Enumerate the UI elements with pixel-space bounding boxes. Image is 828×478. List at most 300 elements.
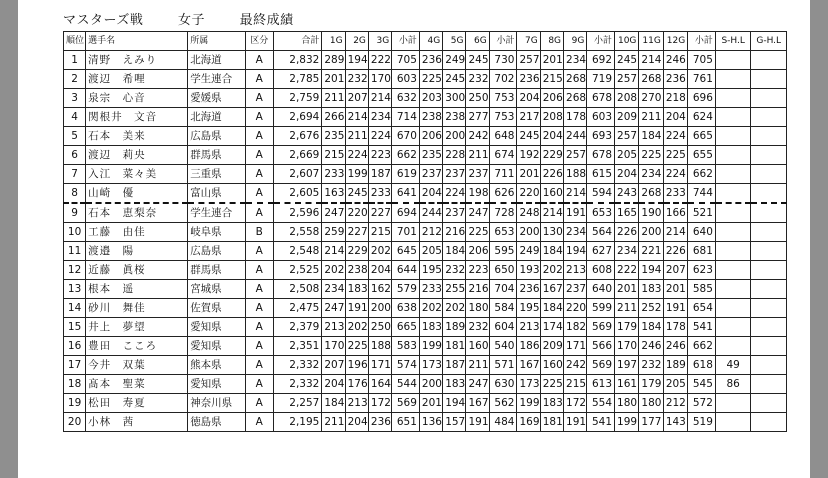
score-cell: 719 [587, 70, 615, 89]
total-cell: 2,508 [273, 280, 322, 299]
score-cell: 246 [663, 337, 687, 356]
score-cell: 237 [419, 165, 442, 184]
score-cell [715, 299, 750, 318]
score-cell: 191 [564, 203, 587, 223]
player-name-cell: 入江 菜々美 [86, 165, 188, 184]
score-cell [715, 146, 750, 165]
affiliation-cell: 愛知県 [188, 318, 246, 337]
score-cell [715, 165, 750, 184]
score-cell: 216 [443, 223, 466, 242]
affiliation-cell: 学生連合 [188, 203, 246, 223]
score-cell: 562 [489, 394, 517, 413]
score-cell: 225 [466, 223, 489, 242]
rank-cell: 18 [64, 375, 86, 394]
rank-cell: 2 [64, 70, 86, 89]
score-cell: 160 [540, 184, 563, 204]
score-cell: 204 [517, 89, 540, 108]
result-label: 最終成績 [239, 13, 294, 28]
score-cell: 201 [517, 165, 540, 184]
score-cell: 177 [639, 413, 663, 432]
score-cell: 201 [322, 70, 345, 89]
table-row [64, 223, 787, 242]
player-name-cell: 今井 双葉 [86, 356, 188, 375]
score-cell: 200 [419, 375, 442, 394]
score-cell: 257 [517, 51, 540, 70]
score-cell: 640 [587, 280, 615, 299]
score-cell: 224 [368, 127, 391, 146]
score-cell: 167 [466, 394, 489, 413]
score-cell: 603 [392, 70, 420, 89]
score-cell: 247 [466, 203, 489, 223]
score-cell: 225 [663, 146, 687, 165]
score-cell: 259 [322, 223, 345, 242]
score-cell: 201 [540, 51, 563, 70]
score-cell [751, 280, 787, 299]
column-header: 5G [443, 32, 466, 51]
score-cell: 162 [368, 280, 391, 299]
player-name-cell: 石本 美来 [86, 127, 188, 146]
score-cell: 237 [564, 280, 587, 299]
division-cell: A [245, 261, 273, 280]
score-cell: 189 [663, 356, 687, 375]
score-cell [751, 165, 787, 184]
player-name-cell: 山崎 優 [86, 184, 188, 204]
player-name-cell: 工藤 由佳 [86, 223, 188, 242]
column-header: 8G [540, 32, 563, 51]
score-cell: 694 [392, 203, 420, 223]
table-row [64, 108, 787, 127]
score-cell: 594 [587, 184, 615, 204]
score-cell: 235 [322, 127, 345, 146]
score-cell: 569 [587, 356, 615, 375]
table-row [64, 70, 787, 89]
total-cell: 2,676 [273, 127, 322, 146]
score-cell: 604 [489, 318, 517, 337]
score-cell: 640 [688, 223, 716, 242]
score-cell: 246 [639, 337, 663, 356]
affiliation-cell: 北海道 [188, 108, 246, 127]
table-row [64, 280, 787, 299]
score-cell: 213 [517, 318, 540, 337]
score-cell: 184 [322, 394, 345, 413]
score-cell: 228 [443, 146, 466, 165]
score-cell: 257 [564, 146, 587, 165]
division-cell: A [245, 127, 273, 146]
score-cell: 211 [639, 108, 663, 127]
score-cell [751, 375, 787, 394]
score-cell [715, 261, 750, 280]
score-cell: 194 [443, 394, 466, 413]
score-cell: 701 [392, 223, 420, 242]
score-cell: 665 [688, 127, 716, 146]
score-cell: 678 [587, 146, 615, 165]
score-cell: 192 [517, 146, 540, 165]
score-cell: 247 [322, 203, 345, 223]
affiliation-cell: 群馬県 [188, 146, 246, 165]
score-cell: 244 [564, 127, 587, 146]
score-cell: 753 [489, 108, 517, 127]
score-cell: 574 [392, 356, 420, 375]
score-cell: 206 [540, 89, 563, 108]
score-cell: 174 [540, 318, 563, 337]
total-cell: 2,694 [273, 108, 322, 127]
score-cell: 211 [345, 127, 368, 146]
table-row [64, 299, 787, 318]
score-cell: 232 [466, 318, 489, 337]
division-cell: A [245, 242, 273, 261]
score-cell: 195 [419, 261, 442, 280]
score-cell: 247 [322, 299, 345, 318]
score-cell: 160 [540, 356, 563, 375]
score-cell: 681 [688, 242, 716, 261]
score-cell: 224 [663, 165, 687, 184]
column-header: 所属 [188, 32, 246, 51]
score-cell [751, 242, 787, 261]
total-cell: 2,332 [273, 375, 322, 394]
rank-cell: 19 [64, 394, 86, 413]
score-cell: 630 [489, 375, 517, 394]
score-cell: 213 [345, 394, 368, 413]
page-title [63, 9, 294, 29]
score-cell: 181 [443, 337, 466, 356]
score-cell [751, 70, 787, 89]
score-cell: 233 [663, 184, 687, 204]
score-cell: 194 [564, 242, 587, 261]
division-cell: A [245, 70, 273, 89]
rank-cell: 8 [64, 184, 86, 204]
score-cell: 662 [392, 146, 420, 165]
score-cell [715, 413, 750, 432]
division-cell: A [245, 51, 273, 70]
score-cell [715, 223, 750, 242]
score-cell: 541 [688, 318, 716, 337]
total-cell: 2,558 [273, 223, 322, 242]
table-row [64, 242, 787, 261]
score-cell: 566 [587, 337, 615, 356]
column-header: 選手名 [86, 32, 188, 51]
score-cell: 215 [368, 223, 391, 242]
score-cell: 211 [466, 146, 489, 165]
player-name-cell: 渡邉 陽 [86, 242, 188, 261]
score-cell: 234 [615, 242, 639, 261]
score-cell: 191 [663, 299, 687, 318]
score-cell [751, 394, 787, 413]
score-cell: 638 [392, 299, 420, 318]
score-cell: 211 [466, 356, 489, 375]
score-cell: 233 [368, 184, 391, 204]
score-cell: 245 [517, 127, 540, 146]
score-cell: 143 [663, 413, 687, 432]
score-cell: 202 [419, 299, 442, 318]
score-cell: 599 [587, 299, 615, 318]
results-table [63, 31, 787, 432]
score-cell: 245 [466, 51, 489, 70]
score-cell: 180 [639, 394, 663, 413]
score-cell: 238 [345, 261, 368, 280]
rank-cell: 15 [64, 318, 86, 337]
score-cell: 711 [489, 165, 517, 184]
score-cell: 215 [564, 375, 587, 394]
column-header: 順位 [64, 32, 86, 51]
total-cell: 2,257 [273, 394, 322, 413]
score-cell: 179 [639, 375, 663, 394]
score-cell: 212 [663, 394, 687, 413]
score-cell: 187 [368, 165, 391, 184]
score-cell: 194 [639, 261, 663, 280]
score-cell: 136 [419, 413, 442, 432]
division-cell: A [245, 394, 273, 413]
column-header: 7G [517, 32, 540, 51]
score-cell: 189 [443, 318, 466, 337]
score-cell [715, 51, 750, 70]
score-cell: 212 [419, 223, 442, 242]
score-cell: 236 [517, 70, 540, 89]
score-cell: 214 [663, 223, 687, 242]
player-name-cell: 関根井 文音 [86, 108, 188, 127]
score-cell: 761 [688, 70, 716, 89]
player-name-cell: 井上 夢望 [86, 318, 188, 337]
score-cell: 579 [392, 280, 420, 299]
score-cell: 214 [639, 51, 663, 70]
score-cell: 234 [564, 51, 587, 70]
score-cell: 191 [466, 413, 489, 432]
division-cell: B [245, 223, 273, 242]
affiliation-cell: 三重県 [188, 165, 246, 184]
score-cell: 615 [587, 165, 615, 184]
score-cell: 235 [419, 146, 442, 165]
score-cell: 204 [540, 127, 563, 146]
score-cell: 216 [466, 280, 489, 299]
score-cell: 190 [639, 203, 663, 223]
score-cell: 211 [615, 299, 639, 318]
score-cell: 744 [688, 184, 716, 204]
score-cell [751, 203, 787, 223]
division-cell: A [245, 299, 273, 318]
score-cell [715, 242, 750, 261]
affiliation-cell: 愛知県 [188, 375, 246, 394]
score-cell: 229 [540, 146, 563, 165]
score-cell: 226 [663, 242, 687, 261]
player-name-cell: 渡辺 莉央 [86, 146, 188, 165]
score-cell: 289 [322, 51, 345, 70]
score-cell: 236 [368, 413, 391, 432]
score-cell: 232 [639, 356, 663, 375]
score-cell: 234 [564, 223, 587, 242]
score-cell: 662 [688, 337, 716, 356]
score-cell: 252 [639, 299, 663, 318]
score-cell: 268 [564, 70, 587, 89]
score-cell: 204 [345, 413, 368, 432]
score-cell: 242 [564, 356, 587, 375]
score-cell: 653 [489, 223, 517, 242]
score-cell: 198 [466, 184, 489, 204]
score-cell: 595 [489, 242, 517, 261]
score-cell: 608 [587, 261, 615, 280]
score-cell: 199 [345, 165, 368, 184]
rank-cell: 4 [64, 108, 86, 127]
score-cell: 225 [345, 337, 368, 356]
division-cell: A [245, 184, 273, 204]
score-cell: 184 [639, 318, 663, 337]
total-cell: 2,596 [273, 203, 322, 223]
score-cell: 653 [587, 203, 615, 223]
total-cell: 2,332 [273, 356, 322, 375]
score-cell: 226 [540, 165, 563, 184]
score-cell: 184 [639, 127, 663, 146]
score-cell: 207 [345, 89, 368, 108]
score-cell: 170 [368, 70, 391, 89]
score-cell: 569 [392, 394, 420, 413]
score-cell: 632 [392, 89, 420, 108]
total-cell: 2,195 [273, 413, 322, 432]
table-body [64, 51, 787, 432]
score-cell: 171 [564, 337, 587, 356]
score-cell: 237 [443, 203, 466, 223]
score-cell: 249 [517, 242, 540, 261]
score-cell: 300 [443, 89, 466, 108]
score-cell: 648 [489, 127, 517, 146]
score-cell: 204 [419, 184, 442, 204]
score-cell: 202 [540, 261, 563, 280]
column-header: 12G [663, 32, 687, 51]
score-cell: 220 [345, 203, 368, 223]
score-cell: 197 [615, 356, 639, 375]
score-cell: 214 [540, 203, 563, 223]
score-cell: 221 [639, 242, 663, 261]
score-cell [751, 89, 787, 108]
score-cell [715, 184, 750, 204]
player-name-cell: 砂川 舞佳 [86, 299, 188, 318]
score-cell: 255 [443, 280, 466, 299]
score-cell: 191 [564, 413, 587, 432]
score-cell: 227 [345, 223, 368, 242]
score-cell: 200 [368, 299, 391, 318]
score-cell: 184 [540, 242, 563, 261]
score-cell: 211 [322, 413, 345, 432]
score-cell: 203 [419, 89, 442, 108]
score-cell: 188 [564, 165, 587, 184]
score-cell: 626 [489, 184, 517, 204]
score-cell: 206 [466, 242, 489, 261]
table-row [64, 261, 787, 280]
column-header: 2G [345, 32, 368, 51]
column-header: 小計 [587, 32, 615, 51]
score-cell: 521 [688, 203, 716, 223]
score-cell [715, 70, 750, 89]
score-cell: 232 [466, 70, 489, 89]
score-cell: 243 [615, 184, 639, 204]
score-cell: 178 [564, 108, 587, 127]
score-cell: 182 [564, 318, 587, 337]
score-cell: 157 [443, 413, 466, 432]
rank-cell: 13 [64, 280, 86, 299]
score-cell: 204 [368, 261, 391, 280]
score-cell: 627 [587, 242, 615, 261]
affiliation-cell: 熊本県 [188, 356, 246, 375]
table-row [64, 127, 787, 146]
score-cell: 245 [615, 51, 639, 70]
score-cell: 205 [615, 146, 639, 165]
score-cell: 268 [564, 89, 587, 108]
score-cell: 214 [345, 108, 368, 127]
score-cell: 662 [688, 165, 716, 184]
score-cell: 237 [466, 165, 489, 184]
score-cell: 236 [419, 51, 442, 70]
rank-cell: 16 [64, 337, 86, 356]
rank-cell: 20 [64, 413, 86, 432]
column-header: 小計 [489, 32, 517, 51]
score-cell: 207 [322, 356, 345, 375]
score-cell: 199 [615, 413, 639, 432]
score-cell: 206 [419, 127, 442, 146]
division-cell: A [245, 280, 273, 299]
affiliation-cell: 岐阜県 [188, 223, 246, 242]
player-name-cell: 髙本 聖菜 [86, 375, 188, 394]
rank-cell: 14 [64, 299, 86, 318]
affiliation-cell: 愛知県 [188, 337, 246, 356]
column-header: 1G [322, 32, 345, 51]
score-cell: 678 [587, 89, 615, 108]
score-cell [715, 89, 750, 108]
score-cell: 624 [688, 108, 716, 127]
column-header: 10G [615, 32, 639, 51]
score-cell: 201 [663, 280, 687, 299]
total-cell: 2,607 [273, 165, 322, 184]
score-cell [751, 337, 787, 356]
score-cell [751, 108, 787, 127]
event-name: マスターズ戦 [63, 13, 144, 28]
score-cell: 257 [615, 127, 639, 146]
score-cell: 214 [322, 242, 345, 261]
player-name-cell: 根本 遥 [86, 280, 188, 299]
score-cell: 249 [443, 51, 466, 70]
score-cell: 572 [688, 394, 716, 413]
score-cell: 623 [688, 261, 716, 280]
score-cell: 207 [663, 261, 687, 280]
player-name-cell: 松田 寿夏 [86, 394, 188, 413]
score-cell: 603 [587, 108, 615, 127]
score-cell: 167 [517, 356, 540, 375]
score-cell: 654 [688, 299, 716, 318]
score-cell: 234 [322, 280, 345, 299]
player-name-cell: 石本 恵梨奈 [86, 203, 188, 223]
score-cell: 705 [392, 51, 420, 70]
score-cell: 202 [322, 261, 345, 280]
score-cell: 224 [663, 127, 687, 146]
score-cell: 564 [587, 223, 615, 242]
player-name-cell: 清野 えみり [86, 51, 188, 70]
score-cell: 179 [615, 318, 639, 337]
score-cell: 202 [368, 242, 391, 261]
score-cell: 166 [663, 203, 687, 223]
total-cell: 2,351 [273, 337, 322, 356]
score-cell: 225 [639, 146, 663, 165]
column-header: 3G [368, 32, 391, 51]
score-cell [751, 223, 787, 242]
score-cell [715, 203, 750, 223]
score-cell: 246 [663, 51, 687, 70]
affiliation-cell: 広島県 [188, 242, 246, 261]
score-cell: 268 [639, 184, 663, 204]
score-cell: 181 [540, 413, 563, 432]
score-cell: 209 [540, 337, 563, 356]
division-cell: A [245, 318, 273, 337]
score-cell: 674 [489, 146, 517, 165]
score-cell: 224 [443, 184, 466, 204]
score-cell: 651 [392, 413, 420, 432]
total-cell: 2,759 [273, 89, 322, 108]
score-cell: 484 [489, 413, 517, 432]
